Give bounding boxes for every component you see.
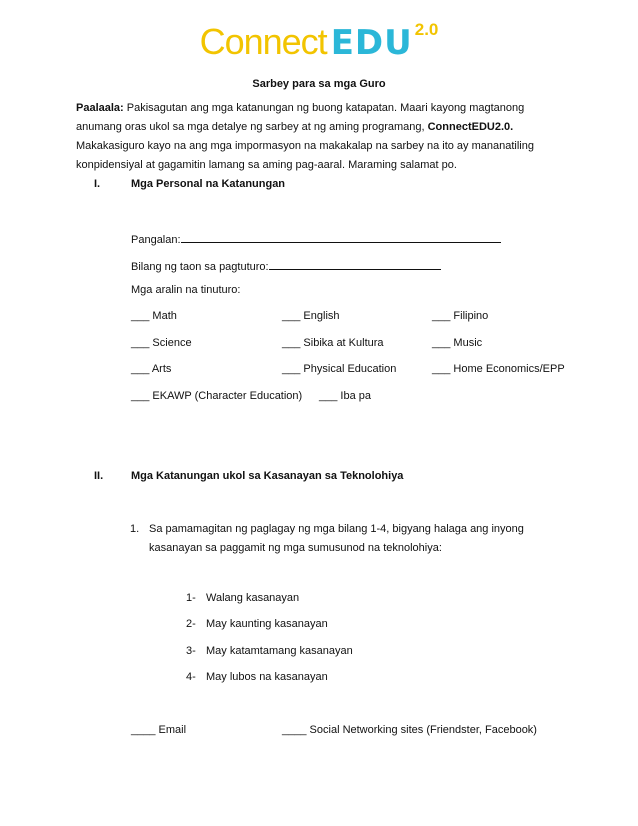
subject-option-music[interactable] (432, 337, 482, 349)
subject-blank[interactable]: ___ (131, 337, 150, 349)
connectedu-logo (0, 18, 638, 63)
scale-item-2 (186, 618, 328, 630)
subject-label: Arts (151, 363, 172, 375)
subject-blank[interactable]: ___ (131, 363, 150, 375)
section-2-label: Mga Katanungan ukol sa Kasanayan sa Teknolohiya (131, 470, 404, 482)
name-field-row (131, 231, 501, 246)
subject-option-english[interactable] (282, 310, 340, 322)
subject-blank[interactable]: ___ (282, 310, 301, 322)
tech-rating-blank[interactable]: ____ (131, 724, 156, 736)
intro-paragraph (76, 99, 570, 175)
years-field[interactable] (269, 258, 441, 270)
scale-item-1 (186, 592, 299, 604)
scale-number: 3- (186, 645, 196, 657)
subject-option-math[interactable] (131, 310, 177, 322)
scale-item-3 (186, 645, 353, 657)
intro-brand: ConnectEDU2.0. (427, 121, 514, 133)
tech-label: Email (158, 724, 187, 736)
scale-label: Walang kasanayan (206, 592, 300, 604)
subject-option-sibika[interactable] (282, 337, 384, 349)
logo-version-text: 2.0 (414, 20, 439, 39)
subject-blank[interactable]: ___ (432, 337, 451, 349)
subject-blank[interactable]: ___ (432, 363, 451, 375)
tech-label: Social Networking sites (Friendster, Facebook) (309, 724, 537, 736)
subject-option-science[interactable] (131, 337, 192, 349)
subject-option-pe[interactable] (282, 363, 396, 375)
question-1-text: Sa pamamagitan ng paglagay ng mga bilang 1-4, bigyang halaga ang inyong kasanayan sa paggamit ng mga sumusunod na teknolohiya: (149, 523, 524, 554)
subject-label: English (303, 310, 340, 322)
subject-blank[interactable]: ___ (282, 363, 301, 375)
tech-item-email[interactable] (131, 724, 186, 736)
subject-label: Math (152, 310, 177, 322)
subject-label: EKAWP (Character Education) (152, 390, 303, 402)
subject-blank[interactable]: ___ (319, 390, 338, 402)
subject-label: Music (453, 337, 483, 349)
tech-rating-blank[interactable]: ____ (282, 724, 307, 736)
survey-title: Sarbey para sa mga Guro (252, 78, 386, 90)
logo-connect-text: Connect (199, 21, 327, 62)
subject-label: Iba pa (340, 390, 372, 402)
years-field-row (131, 258, 441, 273)
scale-label: May katamtamang kasanayan (206, 645, 353, 657)
subject-option-ekawp[interactable] (131, 390, 302, 402)
tech-item-social-networking[interactable] (282, 724, 537, 736)
section-1-label: Mga Personal na Katanungan (131, 178, 286, 190)
scale-number: 2- (186, 618, 196, 630)
subject-option-filipino[interactable] (432, 310, 488, 322)
subject-option-other[interactable] (319, 390, 371, 402)
subject-blank[interactable]: ___ (131, 390, 150, 402)
section-2-number: II. (94, 470, 104, 482)
question-1-number: 1. (130, 523, 140, 535)
intro-text-2: Makakasiguro kayo na ang mga impormasyon na makakalap na sarbey na ito ay mananatiling konpidensiyal at gagamitin lamang sa aming pag-aaral. Maraming salamat po. (76, 140, 534, 171)
subject-label: Home Economics/EPP (453, 363, 565, 375)
subject-option-arts[interactable] (131, 363, 171, 375)
subject-label: Filipino (453, 310, 489, 322)
subjects-label: Mga aralin na tinuturo: (131, 284, 241, 296)
question-1 (130, 520, 570, 558)
scale-number: 1- (186, 592, 196, 604)
subject-blank[interactable]: ___ (432, 310, 451, 322)
intro-lead: Paalaala: (76, 102, 124, 114)
subject-option-home-econ[interactable] (432, 363, 565, 375)
name-label: Pangalan: (131, 234, 181, 246)
name-field[interactable] (181, 231, 501, 243)
subject-blank[interactable]: ___ (282, 337, 301, 349)
logo-edu-text: EDU (330, 23, 413, 63)
subject-blank[interactable]: ___ (131, 310, 150, 322)
intro-text-1: Pakisagutan ang mga katanungan ng buong katapatan. Maari kayong magtanong anumang oras ukol sa mga detalye ng sarbey at ng aming programang, (76, 102, 525, 133)
scale-label: May kaunting kasanayan (206, 618, 328, 630)
scale-label: May lubos na kasanayan (206, 671, 328, 683)
subject-label: Science (152, 337, 192, 349)
subject-label: Physical Education (303, 363, 397, 375)
scale-number: 4- (186, 671, 196, 683)
years-label: Bilang ng taon sa pagtuturo: (131, 261, 269, 273)
section-1-number: I. (94, 178, 101, 190)
scale-item-4 (186, 671, 328, 683)
subject-label: Sibika at Kultura (303, 337, 384, 349)
